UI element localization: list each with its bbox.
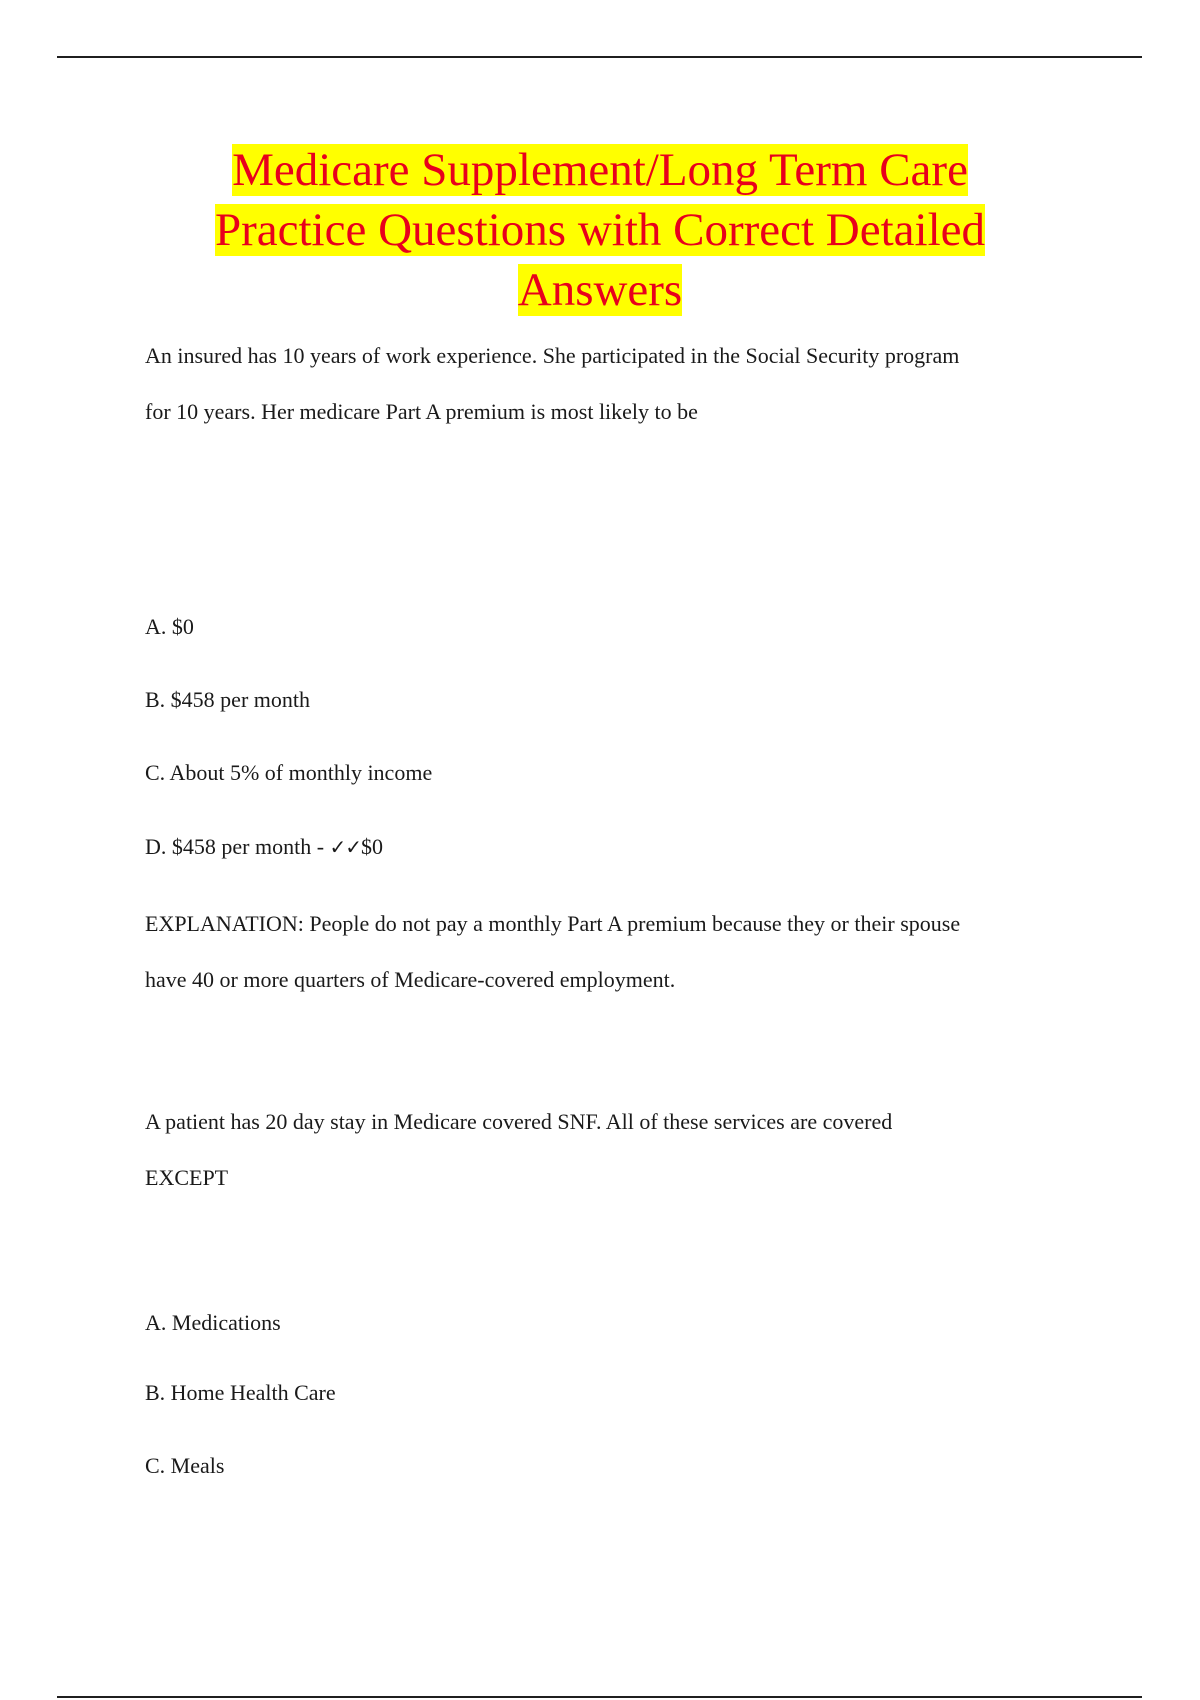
question-1-stem (145, 328, 959, 440)
question-1-option-d (145, 819, 383, 875)
question-2-option-b: B. Home Health Care (145, 1380, 336, 1405)
question-1-stem-line-1: An insured has 10 years of work experience. She participated in the Social Security program (145, 343, 960, 368)
question-1-option-c: C. About 5% of monthly income (145, 760, 433, 785)
option-d-text: D. $458 per month - (145, 834, 325, 859)
title-line-1: Medicare Supplement/Long Term Care (232, 144, 968, 196)
question-1-option-a: A. $0 (145, 614, 194, 639)
question-2-stem-line-2: EXCEPT (145, 1165, 229, 1190)
title-line-3: Answers (517, 264, 683, 316)
title-line-2: Practice Questions with Correct Detailed (214, 204, 986, 256)
double-check-icon: ✓✓ (329, 835, 362, 859)
question-1-explanation (145, 896, 960, 1008)
document-title (100, 140, 1100, 320)
question-2-stem-line-1: A patient has 20 day stay in Medicare covered SNF. All of these services are covered (145, 1109, 893, 1134)
correct-answer: $0 (361, 834, 384, 859)
question-2-option-c: C. Meals (145, 1453, 225, 1478)
question-1-option-b: B. $458 per month (145, 687, 310, 712)
question-2-stem (145, 1094, 892, 1206)
header-rule (57, 56, 1142, 58)
explanation-line-2: have 40 or more quarters of Medicare-covered employment. (145, 967, 676, 992)
explanation-line-1: EXPLANATION: People do not pay a monthly Part A premium because they or their spouse (145, 911, 961, 936)
question-1-stem-line-2: for 10 years. Her medicare Part A premium is most likely to be (145, 399, 698, 424)
footer-rule (57, 1696, 1142, 1698)
question-2-option-a: A. Medications (145, 1310, 281, 1335)
